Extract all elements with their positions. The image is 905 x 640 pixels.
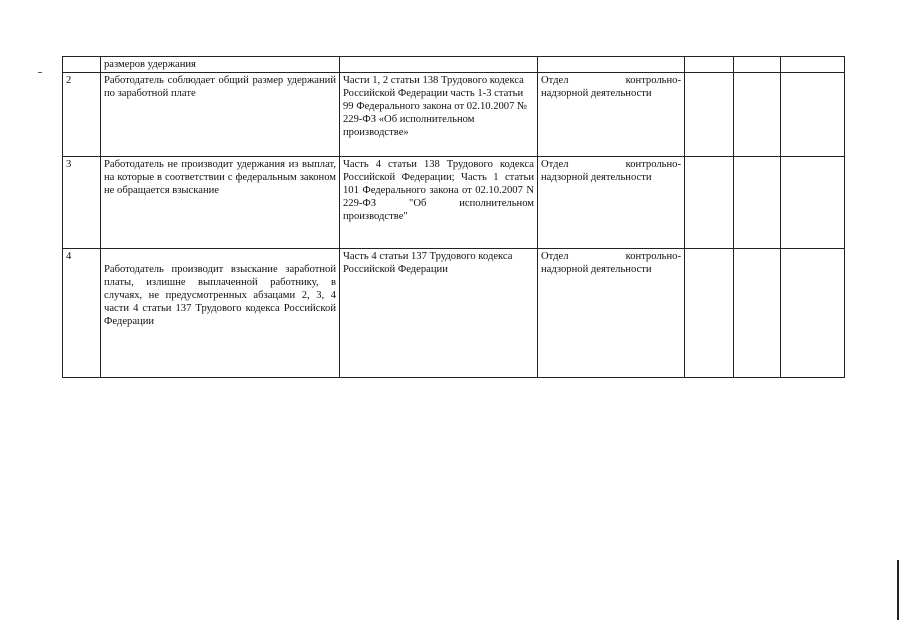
department-rest: надзорной деятельности <box>541 264 652 275</box>
cell-num: 3 <box>63 157 101 249</box>
department-line1: Отдел контрольно- <box>541 159 681 170</box>
cell-department <box>538 57 685 73</box>
cell-department <box>538 157 685 249</box>
department-rest: надзорной деятельности <box>541 88 652 99</box>
cell-legal-basis: Части 1, 2 статьи 138 Трудового кодекса Российской Федерации часть 1-3 статьи 99 Федерального закона от 02.10.2007 № 229-ФЗ «Об исполнительном производстве» <box>340 73 538 157</box>
cell-spacer <box>104 250 336 263</box>
cell-department <box>538 249 685 378</box>
cell-requirement: размеров удержания <box>101 57 340 73</box>
cell-empty <box>734 73 781 157</box>
cell-department <box>538 73 685 157</box>
department-line1: Отдел контрольно- <box>541 251 681 262</box>
cell-empty <box>781 157 845 249</box>
cell-requirement: Работодатель не производит удержания из выплат, на которые в соответствии с федеральным законом не обращается взыскание <box>101 157 340 249</box>
scan-edge-line <box>897 560 899 620</box>
cell-empty <box>734 157 781 249</box>
cell-num: 2 <box>63 73 101 157</box>
cell-legal-basis: Часть 4 статьи 137 Трудового кодекса Российской Федерации <box>340 249 538 378</box>
cell-requirement: Работодатель соблюдает общий размер удержаний по заработной плате <box>101 73 340 157</box>
requirements-table <box>62 56 845 378</box>
table-row-continuation <box>63 57 845 73</box>
cell-empty <box>781 249 845 378</box>
cell-empty <box>685 73 734 157</box>
cell-num: 4 <box>63 249 101 378</box>
cell-empty <box>781 57 845 73</box>
cell-legal-basis <box>340 57 538 73</box>
department-rest: надзорной деятельности <box>541 172 652 183</box>
requirement-text: Работодатель производит взыскание заработной платы, излишне выплаченной работнику, в случаях, не предусмотренных абзацами 2, 3, 4 части 4 статьи 137 Трудового кодекса Российской Федерации <box>104 264 336 327</box>
table-row <box>63 73 845 157</box>
margin-mark <box>38 72 42 73</box>
cell-legal-basis: Часть 4 статьи 138 Трудового кодекса Российской Федерации; Часть 1 статьи 101 Федерального закона от 02.10.2007 N 229-ФЗ "Об исполнительном производстве" <box>340 157 538 249</box>
cell-empty <box>685 249 734 378</box>
cell-num <box>63 57 101 73</box>
table-row <box>63 249 845 378</box>
cell-empty <box>734 249 781 378</box>
cell-requirement <box>101 249 340 378</box>
cell-empty <box>781 73 845 157</box>
cell-empty <box>734 57 781 73</box>
cell-empty <box>685 57 734 73</box>
table-row <box>63 157 845 249</box>
department-line1: Отдел контрольно- <box>541 75 681 86</box>
cell-empty <box>685 157 734 249</box>
